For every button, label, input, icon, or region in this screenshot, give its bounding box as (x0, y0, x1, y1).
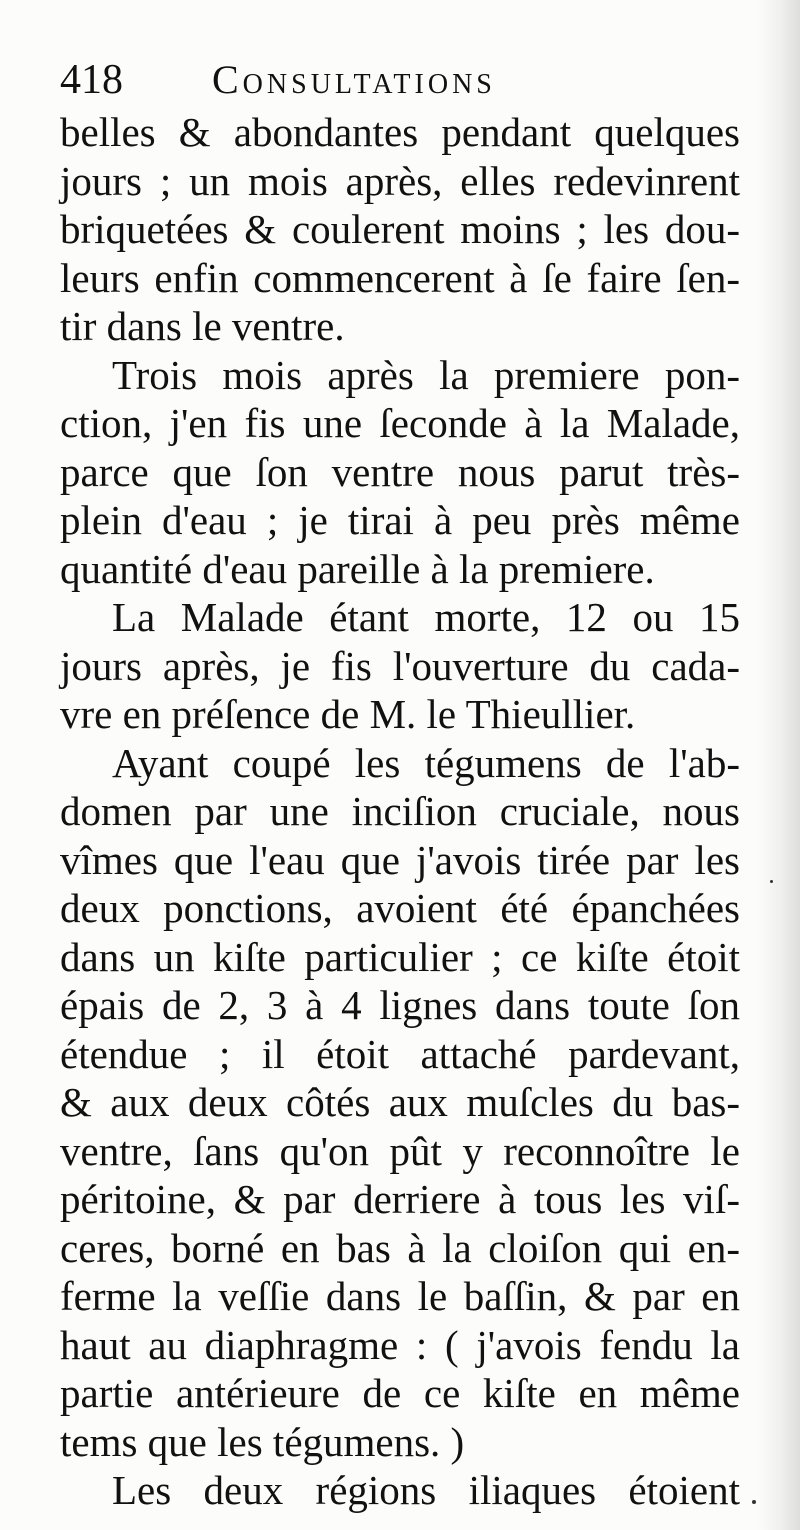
text-line: La Malade étant morte, 12 ou 15 (112, 594, 740, 640)
ink-speck (770, 880, 773, 883)
text-line: étendue ; il étoit attaché pardevant, (60, 1030, 740, 1077)
page-edge-shadow (758, 0, 800, 1530)
text-line: haut au diaphragme : ( j'avois fendu la (60, 1321, 740, 1368)
text-line: domen par une inciſion cruciale, nous (60, 788, 740, 834)
text-line: & aux deux côtés aux muſcles du bas- (60, 1079, 740, 1125)
text-line: vre en préſence de M. le Thieullier. (60, 691, 636, 737)
text-line: épais de 2, 3 à 4 lignes dans toute ſon (60, 982, 740, 1028)
text-line: leurs enfin commencerent à ſe faire ſen- (60, 254, 740, 301)
text-line: briquetées & coulerent moins ; les dou- (60, 206, 740, 252)
ink-speck (752, 1500, 756, 1504)
text-line: ferme la veſſie dans le baſſin, & par en (60, 1273, 740, 1319)
text-line: quantité d'eau pareille à la premiere. (60, 545, 655, 592)
text-line: Ayant coupé les tégumens de l'ab- (112, 739, 740, 786)
text-line: dans un kiſte particulier ; ce kiſte étoit (60, 933, 740, 980)
text-line: péritoine, & par derriere à tous les viſ- (60, 1176, 740, 1222)
text-line: deux ponctions, avoient été épanchées (60, 885, 740, 931)
text-line: vîmes que l'eau que j'avois tirée par les (60, 836, 740, 883)
text-line: partie antérieure de ce kiſte en même (60, 1370, 740, 1416)
text-line: tems que les tégumens. ) (60, 1418, 465, 1465)
text-line: Les deux régions iliaques étoient (112, 1467, 740, 1513)
running-header (60, 52, 740, 108)
text-line: Trois mois après la premiere pon- (112, 351, 740, 398)
text-line: plein d'eau ; je tirai à peu près même (60, 497, 740, 543)
running-title: Consultations (212, 57, 496, 102)
text-line: jours ; un mois après, elles redevinrent (60, 157, 740, 204)
page-number: 418 (60, 57, 123, 103)
text-line: ventre, ſans qu'on pût y reconnoître le (60, 1127, 740, 1174)
text-line: tir dans le ventre. (60, 303, 345, 349)
text-line: jours après, je fis l'ouverture du cada- (60, 642, 740, 689)
text-line: parce que ſon ventre nous parut très- (60, 448, 740, 495)
text-line: ceres, borné en bas à la cloiſon qui en- (60, 1224, 740, 1271)
text-line: ction, j'en fis une ſeconde à la Malade, (60, 400, 740, 446)
body-text (60, 108, 740, 1515)
text-line: belles & abondantes pendant quelques (60, 109, 740, 155)
